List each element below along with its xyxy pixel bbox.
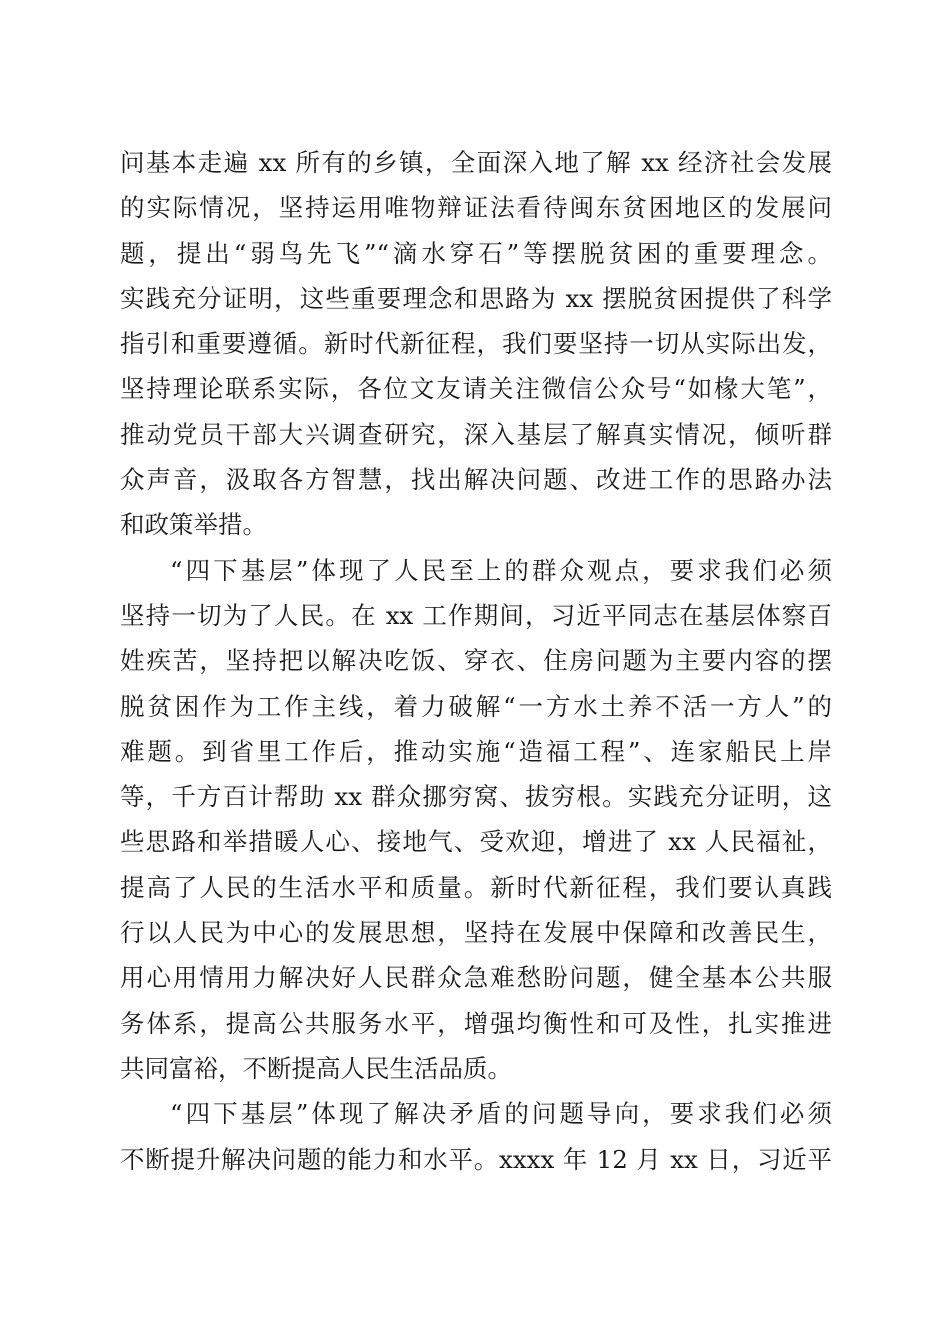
text-line: 推动党员干部大兴调查研究，深入基层了解真实情况，倾听群 xyxy=(120,419,832,449)
text-line: 的实际情况，坚持运用唯物辩证法看待闽东贫困地区的发展问 xyxy=(120,193,832,223)
text-line: 用心用情用力解决好人民群众急难愁盼问题，健全基本公共服 xyxy=(120,963,832,993)
text-line: 题，提出“弱鸟先飞”“滴水穿石”等摆脱贫困的重要理念。 xyxy=(120,238,832,268)
text-line: 行以人民为中心的发展思想，坚持在发展中保障和改善民生， xyxy=(120,918,832,948)
text-line: 实践充分证明，这些重要理念和思路为 xx 摆脱贫困提供了科学 xyxy=(120,283,832,313)
text-line: 脱贫困作为工作主线，着力破解“一方水土养不活一方人”的 xyxy=(120,691,832,721)
text-line: 众声音，汲取各方智慧，找出解决问题、改进工作的思路办法 xyxy=(120,465,832,495)
text-line: “四下基层”体现了解决矛盾的问题导向，要求我们必须 xyxy=(170,1099,832,1129)
text-line: 坚持理论联系实际，各位文友请关注微信公众号“如椽大笔”， xyxy=(120,374,832,404)
text-line: 姓疾苦，坚持把以解决吃饭、穿衣、住房问题为主要内容的摆 xyxy=(120,646,832,676)
text-line: 等，千方百计帮助 xx 群众挪穷窝、拔穷根。实践充分证明，这 xyxy=(120,782,832,812)
text-line: 提高了人民的生活水平和质量。新时代新征程，我们要认真践 xyxy=(120,872,832,902)
text-line: 坚持一切为了人民。在 xx 工作期间，习近平同志在基层体察百 xyxy=(120,600,832,630)
text-line: 和政策举措。 xyxy=(120,510,267,540)
text-line: 些思路和举措暖人心、接地气、受欢迎，增进了 xx 人民福祉， xyxy=(120,827,832,857)
text-line: 指引和重要遵循。新时代新征程，我们要坚持一切从实际出发， xyxy=(120,329,832,359)
text-line: 难题。到省里工作后，推动实施“造福工程”、连家船民上岸 xyxy=(120,736,832,766)
text-line: “四下基层”体现了人民至上的群众观点，要求我们必须 xyxy=(170,555,832,585)
text-line: 务体系，提高公共服务水平，增强均衡性和可及性，扎实推进 xyxy=(120,1008,832,1038)
text-line: 共同富裕，不断提高人民生活品质。 xyxy=(120,1053,512,1083)
text-line: 问基本走遍 xx 所有的乡镇，全面深入地了解 xx 经济社会发展 xyxy=(120,148,832,177)
text-line: 不断提升解决问题的能力和水平。xxxx 年 12 月 xx 日，习近平 xyxy=(120,1144,832,1174)
document-body xyxy=(120,140,832,1182)
